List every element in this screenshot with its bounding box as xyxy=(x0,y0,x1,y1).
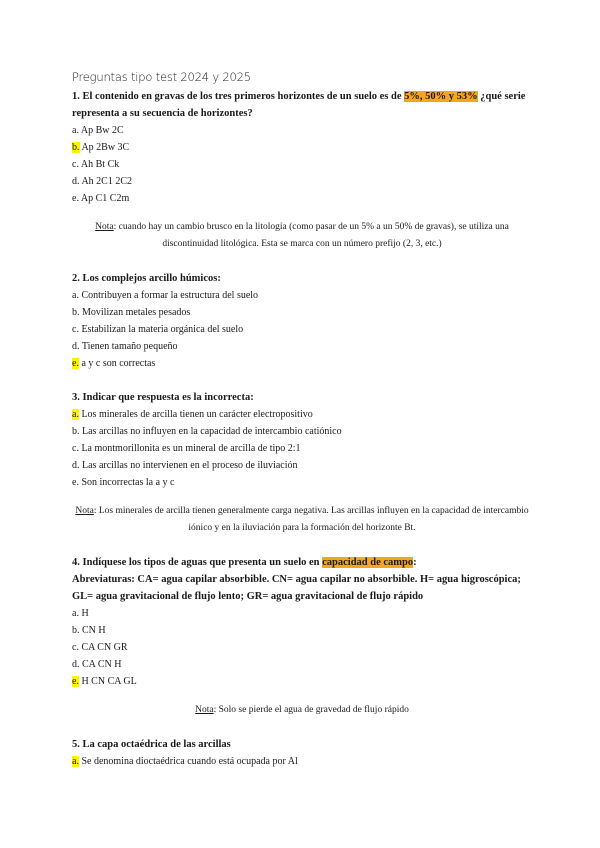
option-letter: d. xyxy=(72,341,80,352)
q5-option-a xyxy=(72,753,532,770)
option-text: Movilizan metales pesados xyxy=(79,307,191,318)
q2-option-d xyxy=(72,338,532,355)
option-text: H CN CA GL xyxy=(78,676,137,687)
option-text: Las arcillas no influyen en la capacidad de intercambio catiónico xyxy=(79,426,342,437)
q3-option-e xyxy=(72,474,532,491)
option-letter: a. xyxy=(72,290,79,301)
option-letter-correct: e. xyxy=(72,358,79,369)
option-letter: b. xyxy=(72,426,80,437)
q4-option-b xyxy=(72,622,532,639)
q1-option-d xyxy=(72,173,532,190)
option-letter: d. xyxy=(72,176,80,187)
option-letter: a. xyxy=(72,125,79,136)
option-text: CN H xyxy=(79,625,106,636)
q3-option-d xyxy=(72,457,532,474)
note-text: : cuando hay un cambio brusco en la litología (como pasar de un 5% a un 50% de gravas), se utiliza una discontinuidad litológica. Esta se marca con un número prefijo (2, 3, etc.) xyxy=(113,222,509,249)
option-text: La montmorillonita es un mineral de arcilla de tipo 2:1 xyxy=(78,443,301,454)
q4-option-a xyxy=(72,605,532,622)
q2-option-e xyxy=(72,355,532,372)
question-4-text-b: : xyxy=(413,557,417,568)
q1-option-b xyxy=(72,139,532,156)
q4-option-d xyxy=(72,656,532,673)
option-letter: d. xyxy=(72,659,80,670)
question-3: 3. Indicar que respuesta es la incorrecta: xyxy=(72,392,254,403)
option-letter: b. xyxy=(72,307,80,318)
question-1-text-b: ¿qué serie representa a su secuencia de horizontes? xyxy=(72,91,526,119)
q1-option-c xyxy=(72,156,532,173)
note-label: Nota xyxy=(75,506,94,516)
option-text: Se denomina dioctaédrica cuando está ocupada por Al xyxy=(78,756,298,767)
note-text: : Solo se pierde el agua de gravedad de flujo rápido xyxy=(213,705,409,715)
option-text: Tienen tamaño pequeño xyxy=(79,341,178,352)
option-letter-correct: e. xyxy=(72,676,79,687)
page-title: Preguntas tipo test 2024 y 2025 xyxy=(72,70,251,84)
q4-option-c xyxy=(72,639,532,656)
option-letter: e. xyxy=(72,193,79,204)
option-text: CA CN H xyxy=(79,659,122,670)
q2-option-c xyxy=(72,321,532,338)
document-page xyxy=(72,70,532,770)
note-label: Nota xyxy=(95,222,114,232)
question-4-text-a: 4. Indíquese los tipos de aguas que presenta un suelo en xyxy=(72,557,323,568)
q1-note xyxy=(72,219,532,253)
option-text: Las arcillas no intervienen en el proceso de iluviación xyxy=(79,460,298,471)
question-4-abbreviations: Abreviaturas: CA= agua capilar absorbible. CN= agua capilar no absorbible. H= agua higroscópica; GL= agua gravitacional de flujo lento; GR= agua gravitacional de flujo rápido xyxy=(72,574,521,602)
q2-option-a xyxy=(72,287,532,304)
option-letter: c. xyxy=(72,159,79,170)
q3-option-c xyxy=(72,440,532,457)
option-letter: a. xyxy=(72,608,79,619)
question-4-highlight: capacidad de campo xyxy=(322,557,414,568)
q2-option-b xyxy=(72,304,532,321)
question-1 xyxy=(72,88,532,122)
note-label: Nota xyxy=(195,705,214,715)
q1-option-e xyxy=(72,190,532,207)
option-text: Son incorrectas la a y c xyxy=(78,477,175,488)
option-text: Ah 2C1 2C2 xyxy=(79,176,133,187)
q3-option-a xyxy=(72,406,532,423)
option-text: Contribuyen a formar la estructura del suelo xyxy=(78,290,259,301)
option-letter-correct: a. xyxy=(72,409,79,420)
option-letter-correct: a. xyxy=(72,756,79,767)
note-text: : Los minerales de arcilla tienen generalmente carga negativa. Las arcillas influyen en la capacidad de intercambio iónico y en la iluviación para la formación del horizonte Bt. xyxy=(93,506,529,533)
question-2: 2. Los complejos arcillo húmicos: xyxy=(72,273,221,284)
option-letter: e. xyxy=(72,477,79,488)
question-5: 5. La capa octaédrica de las arcillas xyxy=(72,739,231,750)
option-letter: c. xyxy=(72,443,79,454)
option-text: Los minerales de arcilla tienen un carácter electropositivo xyxy=(78,409,313,420)
q3-option-b xyxy=(72,423,532,440)
option-text: H xyxy=(78,608,89,619)
q4-note xyxy=(72,702,532,719)
option-text: CA CN GR xyxy=(78,642,128,653)
option-text: Ap 2Bw 3C xyxy=(79,142,130,153)
question-4 xyxy=(72,554,532,571)
option-text: a y c son correctas xyxy=(78,358,156,369)
option-letter-correct: b. xyxy=(72,142,80,153)
option-letter: d. xyxy=(72,460,80,471)
option-letter: c. xyxy=(72,642,79,653)
question-1-highlight: 5%, 50% y 53% xyxy=(404,91,478,102)
question-1-text-a: 1. El contenido en gravas de los tres primeros horizontes de un suelo es de xyxy=(72,91,405,102)
q1-option-a xyxy=(72,122,532,139)
option-letter: b. xyxy=(72,625,80,636)
option-text: Ap C1 C2m xyxy=(78,193,130,204)
option-text: Ap Bw 2C xyxy=(78,125,124,136)
option-text: Estabilizan la materia orgánica del suelo xyxy=(78,324,244,335)
q4-option-e xyxy=(72,673,532,690)
option-letter: c. xyxy=(72,324,79,335)
q3-note xyxy=(72,503,532,537)
option-text: Ah Bt Ck xyxy=(78,159,120,170)
